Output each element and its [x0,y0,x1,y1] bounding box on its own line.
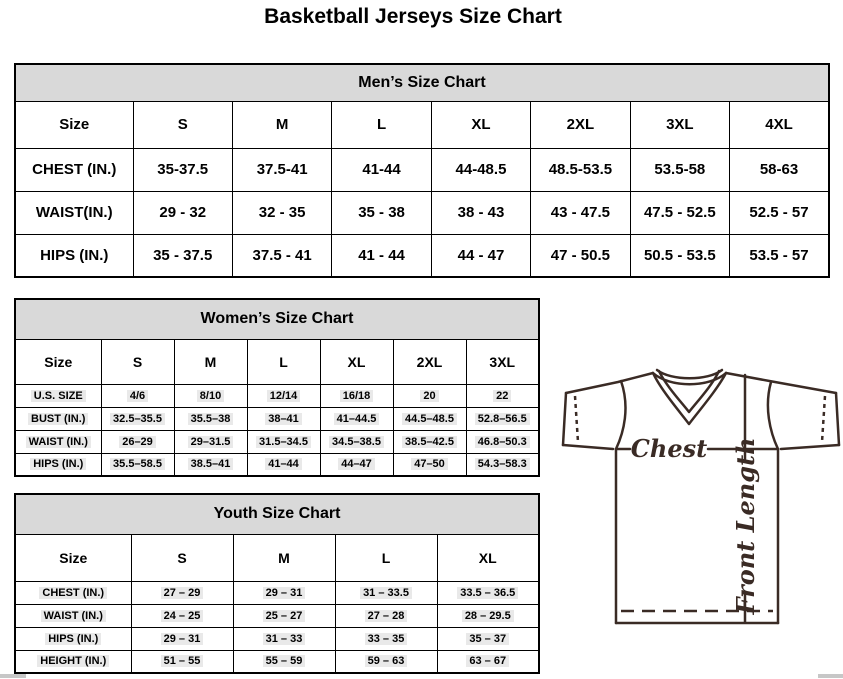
table-row [15,384,539,407]
column-header: L [335,534,437,581]
right-shoulder-line [726,373,836,393]
cell-highlight: 35.5–58.5 [110,458,165,470]
label-highlight: U.S. SIZE [31,390,86,402]
cell-highlight: 41–44.5 [334,413,380,425]
table-row [15,581,539,604]
cell-highlight: 51 – 55 [161,655,204,667]
cell-highlight: 29 – 31 [161,633,204,645]
cell: 53.5-58 [630,148,729,191]
womens-size-table [14,298,540,477]
row-label [15,627,131,650]
page-title: Basketball Jerseys Size Chart [264,5,562,28]
cell [466,384,539,407]
cell-highlight: 55 – 59 [263,655,306,667]
cell-highlight: 46.8–50.3 [475,436,530,448]
cell [393,453,466,476]
label-highlight: WAIST (IN.) [26,436,91,448]
cell: 47.5 - 52.5 [630,191,729,234]
cell-highlight: 25 – 27 [263,610,306,622]
cell-highlight: 34.5–38.5 [329,436,384,448]
cell [247,384,320,407]
cell [174,384,247,407]
cell: 35-37.5 [133,148,232,191]
row-label: HIPS (IN.) [15,234,133,277]
label-highlight: HIPS (IN.) [45,633,101,645]
front-length-label: Front Length [731,437,760,615]
cell [437,581,539,604]
womens-table-title: Women’s Size Chart [15,299,539,339]
cell-highlight: 38–41 [265,413,302,425]
row-label [15,581,131,604]
cell [174,407,247,430]
table-header-row [15,64,829,101]
cell [101,453,174,476]
row-label [15,650,131,673]
cell: 29 - 32 [133,191,232,234]
left-armhole-curve [616,381,625,449]
row-label [15,430,101,453]
cell [174,430,247,453]
size-header-cell: Size [15,534,131,581]
cell [393,407,466,430]
cell [335,650,437,673]
row-label: CHEST (IN.) [15,148,133,191]
column-header: XL [431,101,530,148]
cell-highlight: 54.3–58.3 [475,458,530,470]
right-sleeve-outer [836,393,839,445]
cell [335,604,437,627]
size-header-row [15,101,829,148]
cell: 44-48.5 [431,148,530,191]
cell [320,407,393,430]
cell-highlight: 27 – 29 [161,587,204,599]
cell: 52.5 - 57 [730,191,829,234]
column-header: M [233,534,335,581]
size-header-cell: Size [15,101,133,148]
cell-highlight: 52.8–56.5 [475,413,530,425]
cell-highlight: 22 [493,390,511,402]
cell [466,407,539,430]
cell [131,604,233,627]
cell [437,604,539,627]
cell [233,604,335,627]
cell: 32 - 35 [232,191,331,234]
column-header: S [133,101,232,148]
chest-label: Chest [630,434,708,463]
right-cuff-dashed-line [822,396,825,442]
cell-highlight: 29 – 31 [263,587,306,599]
cell-highlight: 16/18 [340,390,374,402]
table-row [15,430,539,453]
cell: 35 - 38 [332,191,431,234]
cell-highlight: 44–47 [338,458,375,470]
cell [131,627,233,650]
cell [131,581,233,604]
scrollbar-fragment-right[interactable] [818,674,843,678]
cell-highlight: 28 – 29.5 [462,610,514,622]
cell-highlight: 35 – 37 [466,633,509,645]
cell [437,650,539,673]
cell-highlight: 59 – 63 [365,655,408,667]
jersey-measurement-diagram [558,362,843,632]
cell: 37.5-41 [232,148,331,191]
right-sleeve-cuff [781,445,839,449]
youth-size-table [14,493,540,674]
cell [335,581,437,604]
youth-table-title: Youth Size Chart [15,494,539,534]
cell-highlight: 4/6 [127,390,148,402]
cell: 41 - 44 [332,234,431,277]
cell: 48.5-53.5 [531,148,630,191]
cell-highlight: 27 – 28 [365,610,408,622]
cell [393,384,466,407]
label-highlight: WAIST (IN.) [41,610,106,622]
cell: 44 - 47 [431,234,530,277]
table-row [15,650,539,673]
table-row [15,407,539,430]
table-row [15,453,539,476]
column-header: 3XL [630,101,729,148]
label-highlight: HEIGHT (IN.) [37,655,109,667]
table-header-row [15,494,539,534]
collar-back-arc-inner [657,370,722,378]
cell [101,430,174,453]
cell: 37.5 - 41 [232,234,331,277]
table-row [15,191,829,234]
cell [320,384,393,407]
mens-size-table [14,63,830,278]
row-label [15,384,101,407]
label-highlight: CHEST (IN.) [39,587,107,599]
right-armhole-curve [768,382,778,449]
column-header: S [101,339,174,384]
cell [174,453,247,476]
cell [233,627,335,650]
row-label [15,604,131,627]
left-sleeve-cuff [563,445,613,449]
cell [335,627,437,650]
table-row [15,148,829,191]
cell: 53.5 - 57 [730,234,829,277]
cell [247,430,320,453]
column-header: M [174,339,247,384]
table-row [15,604,539,627]
column-header: 2XL [531,101,630,148]
size-header-row [15,534,539,581]
mens-table-title: Men’s Size Chart [15,64,829,101]
row-label [15,407,101,430]
column-header: 3XL [466,339,539,384]
column-header: 4XL [730,101,829,148]
left-shoulder-line [566,373,653,393]
cell [437,627,539,650]
cell-highlight: 35.5–38 [188,413,234,425]
cell [233,581,335,604]
cell: 50.5 - 53.5 [630,234,729,277]
cell [101,384,174,407]
cell: 41-44 [332,148,431,191]
cell-highlight: 44.5–48.5 [402,413,457,425]
cell: 58-63 [730,148,829,191]
cell-highlight: 31 – 33 [263,633,306,645]
cell-highlight: 63 – 67 [466,655,509,667]
cell-highlight: 41–44 [265,458,302,470]
cell-highlight: 12/14 [267,390,301,402]
table-row [15,234,829,277]
cell-highlight: 29–31.5 [188,436,234,448]
label-highlight: BUST (IN.) [28,413,88,425]
cell [393,430,466,453]
table-header-row [15,299,539,339]
label-highlight: HIPS (IN.) [30,458,86,470]
cell-highlight: 33.5 – 36.5 [457,587,518,599]
cell-highlight: 31.5–34.5 [256,436,311,448]
cell [320,430,393,453]
left-cuff-dashed-line [575,396,578,442]
table-row [15,627,539,650]
cell-highlight: 38.5–41 [188,458,234,470]
cell-highlight: 31 – 33.5 [360,587,412,599]
size-header-cell: Size [15,339,101,384]
cell-highlight: 38.5–42.5 [402,436,457,448]
cell [247,453,320,476]
cell-highlight: 24 – 25 [161,610,204,622]
cell [247,407,320,430]
column-header: L [247,339,320,384]
row-label [15,453,101,476]
column-header: XL [437,534,539,581]
column-header: XL [320,339,393,384]
cell-highlight: 8/10 [197,390,224,402]
column-header: 2XL [393,339,466,384]
cell [320,453,393,476]
column-header: M [232,101,331,148]
column-header: L [332,101,431,148]
left-sleeve-outer [563,393,566,445]
size-header-row [15,339,539,384]
cell-highlight: 26–29 [119,436,156,448]
cell [466,453,539,476]
cell [466,430,539,453]
cell: 47 - 50.5 [531,234,630,277]
cell: 38 - 43 [431,191,530,234]
cell-highlight: 33 – 35 [365,633,408,645]
cell: 43 - 47.5 [531,191,630,234]
cell: 35 - 37.5 [133,234,232,277]
cell [101,407,174,430]
cell [131,650,233,673]
scrollbar-fragment-left[interactable] [0,674,26,678]
cell-highlight: 32.5–35.5 [110,413,165,425]
row-label: WAIST(IN.) [15,191,133,234]
column-header: S [131,534,233,581]
cell-highlight: 47–50 [411,458,448,470]
cell [233,650,335,673]
cell-highlight: 20 [420,390,438,402]
